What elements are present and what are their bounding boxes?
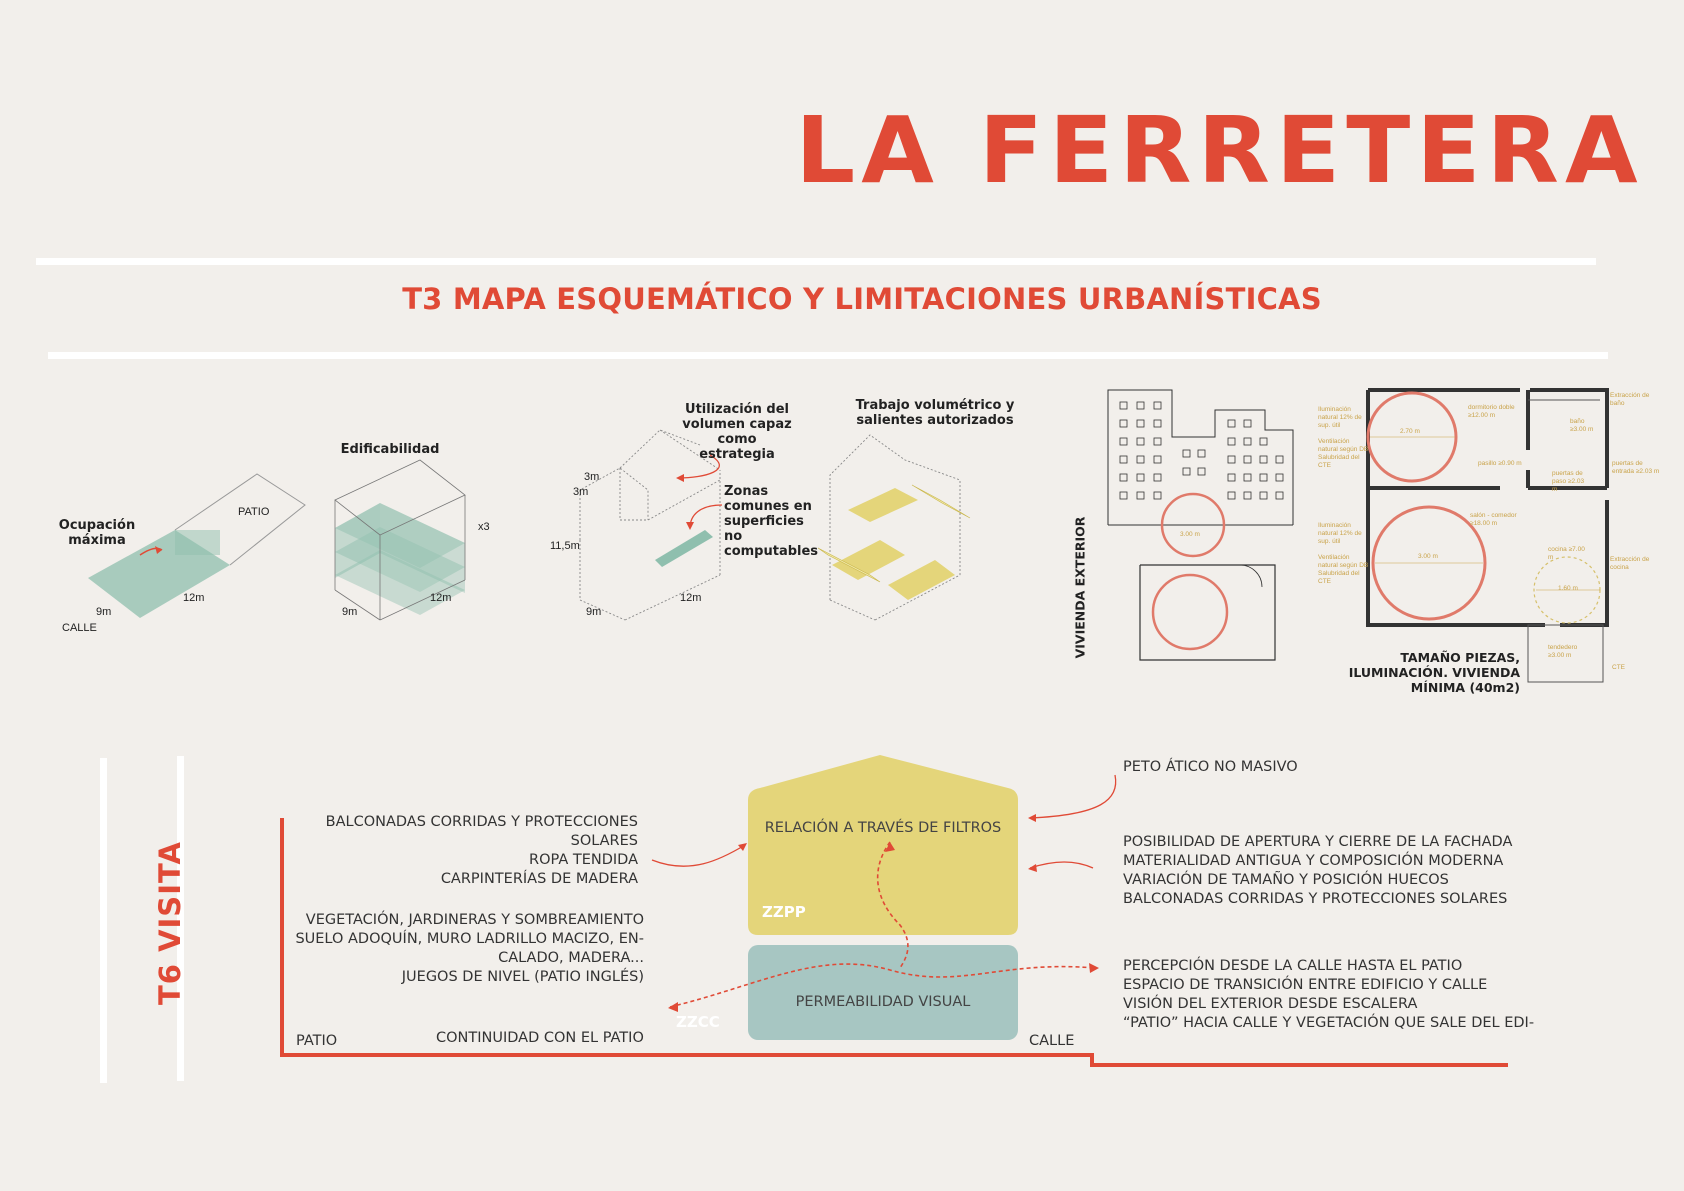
arrow-zonas	[690, 505, 722, 528]
ocupacion-dim-b: 12m	[183, 592, 205, 604]
note-line: SUELO ADOQUÍN, MURO LADRILLO MACIZO, EN-	[295, 931, 644, 947]
volumen-h1: 3m	[584, 471, 600, 483]
edificabilidad-dim-a: 9m	[342, 606, 358, 618]
volumen-dim-a: 9m	[586, 606, 602, 618]
plan-note: Iluminación natural 12% de sup. útil	[1318, 406, 1362, 429]
plan-dim: 3.00 m	[1418, 553, 1438, 560]
left-top-notes	[280, 813, 638, 889]
room-circle	[1153, 575, 1227, 649]
vivienda-exterior-label: VIVIENDA EXTERIOR	[1072, 516, 1088, 659]
arrow-balconadas	[652, 845, 745, 866]
ocupacion-dim-a: 9m	[96, 606, 112, 618]
note-line: PERCEPCIÓN DESDE LA CALLE HASTA EL PATIO	[1123, 958, 1463, 974]
left-mid-notes	[270, 911, 644, 987]
note-line: BALCONADAS CORRIDAS Y PROTECCIONES	[325, 814, 638, 830]
plan-note: pasillo ≥0.90 m	[1478, 460, 1522, 467]
tamano-label: TAMAÑO PIEZAS, ILUMINACIÓN. VIVIENDA MÍNIMA (40m2)	[1348, 650, 1520, 695]
plan-dim: 1.60 m	[1558, 585, 1578, 592]
note-line: CALADO, MADERA...	[498, 950, 644, 966]
t6-divider-left	[100, 758, 107, 1083]
edificabilidad-times: x3	[478, 521, 490, 533]
note-line: CARPINTERÍAS DE MADERA	[440, 871, 638, 887]
plan-dim: 2.70 m	[1400, 428, 1420, 435]
zzcc-text: PERMEABILIDAD VISUAL	[795, 994, 971, 1010]
plan-note: Ventilación natural según DB Salubridad del CTE	[1318, 554, 1369, 585]
ocupacion-calle: CALLE	[62, 622, 97, 634]
note-line: “PATIO” HACIA CALLE Y VEGETACIÓN QUE SALE DEL EDI-	[1123, 1015, 1535, 1031]
right-mid-notes	[1123, 833, 1563, 909]
note-line: SOLARES	[570, 833, 638, 849]
continuidad-note: CONTINUIDAD CON EL PATIO	[436, 1030, 644, 1046]
edificabilidad-label: Edificabilidad	[340, 442, 440, 457]
note-line: JUEGOS DE NIVEL (PATIO INGLÉS)	[401, 969, 644, 985]
note-line: BALCONADAS CORRIDAS Y PROTECCIONES SOLARES	[1123, 891, 1508, 907]
edificabilidad-dim-b: 12m	[430, 592, 452, 604]
plan-note: Extracción de cocina	[1610, 556, 1650, 571]
ocupacion-label: Ocupación máxima	[58, 518, 136, 548]
plan-note: puertas de entrada ≥2.03 m	[1612, 460, 1660, 475]
zona-comun-slab	[655, 530, 713, 567]
dwelling-plan-minor	[1528, 400, 1603, 682]
note-line: VISIÓN DEL EXTERIOR DESDE ESCALERA	[1123, 996, 1418, 1012]
zzcc-label: ZZCC	[676, 1013, 720, 1031]
ocupacion-patio: PATIO	[238, 506, 270, 518]
page-title: LA FERRETERA	[795, 97, 1644, 204]
salientes-label: Trabajo volumétrico y salientes autorizados	[855, 398, 1015, 428]
note-line: ESPACIO DE TRANSICIÓN ENTRE EDIFICIO Y CALLE	[1123, 977, 1488, 993]
note-line: MATERIALIDAD ANTIGUA Y COMPOSICIÓN MODERNA	[1123, 853, 1504, 869]
plan-note: baño ≥3.00 m	[1570, 418, 1594, 433]
plan-note: Iluminación natural 12% de sup. útil	[1318, 522, 1362, 545]
plan-note: puertas de paso ≥2.03 m	[1552, 470, 1585, 493]
section-t3-title: T3 MAPA ESQUEMÁTICO Y LIMITACIONES URBANÍSTICAS	[402, 282, 1322, 316]
plan-note: Ventilación natural según DB Salubridad del CTE	[1318, 438, 1369, 469]
patio-label: PATIO	[296, 1033, 338, 1049]
right-bot-notes	[1123, 957, 1563, 1033]
volumen-label: Utilización del volumen capaz como estrategia	[682, 402, 792, 462]
arrow-fachada	[1030, 862, 1093, 868]
plan-note: dormitorio doble ≥12.00 m	[1468, 404, 1515, 419]
volumen-h2: 3m	[573, 486, 589, 498]
plan-note: tendedero ≥3.00 m	[1548, 644, 1578, 659]
note-line: ROPA TENDIDA	[529, 852, 638, 868]
section-t6-title: T6 VISITA	[153, 841, 187, 1005]
elevation-windows	[1120, 402, 1283, 499]
zzcc-block	[748, 945, 1018, 1040]
note-line: POSIBILIDAD DE APERTURA Y CIERRE DE LA FACHADA	[1123, 834, 1513, 850]
arrow-peto	[1030, 775, 1116, 818]
calle-label: CALLE	[1029, 1033, 1075, 1049]
note-line: VARIACIÓN DE TAMAÑO Y POSICIÓN HUECOS	[1123, 872, 1449, 888]
plan-note: CTE	[1612, 664, 1625, 671]
zzpp-text: RELACIÓN A TRAVÉS DE FILTROS	[764, 820, 1002, 836]
plan-note: cocina ≥7.00 m	[1548, 546, 1585, 561]
zzpp-label: ZZPP	[762, 903, 806, 921]
plan-note: salón - comedor ≥18.00 m	[1470, 512, 1517, 527]
volumen-dim-b: 12m	[680, 592, 702, 604]
peto-note: PETO ÁTICO NO MASIVO	[1123, 759, 1298, 775]
salientes-diagram	[830, 435, 960, 620]
volumen-h3: 11,5m	[550, 540, 580, 552]
plan-note: Extracción de baño	[1610, 392, 1650, 407]
elevation-drawing	[1108, 390, 1293, 525]
zonas-label: Zonas comunes en superficies no computables	[724, 484, 819, 559]
note-line: VEGETACIÓN, JARDINERAS Y SOMBREAMIENTO	[305, 912, 644, 928]
elevation-dim: 3.00 m	[1180, 531, 1200, 538]
salientes-balconies	[818, 485, 970, 600]
